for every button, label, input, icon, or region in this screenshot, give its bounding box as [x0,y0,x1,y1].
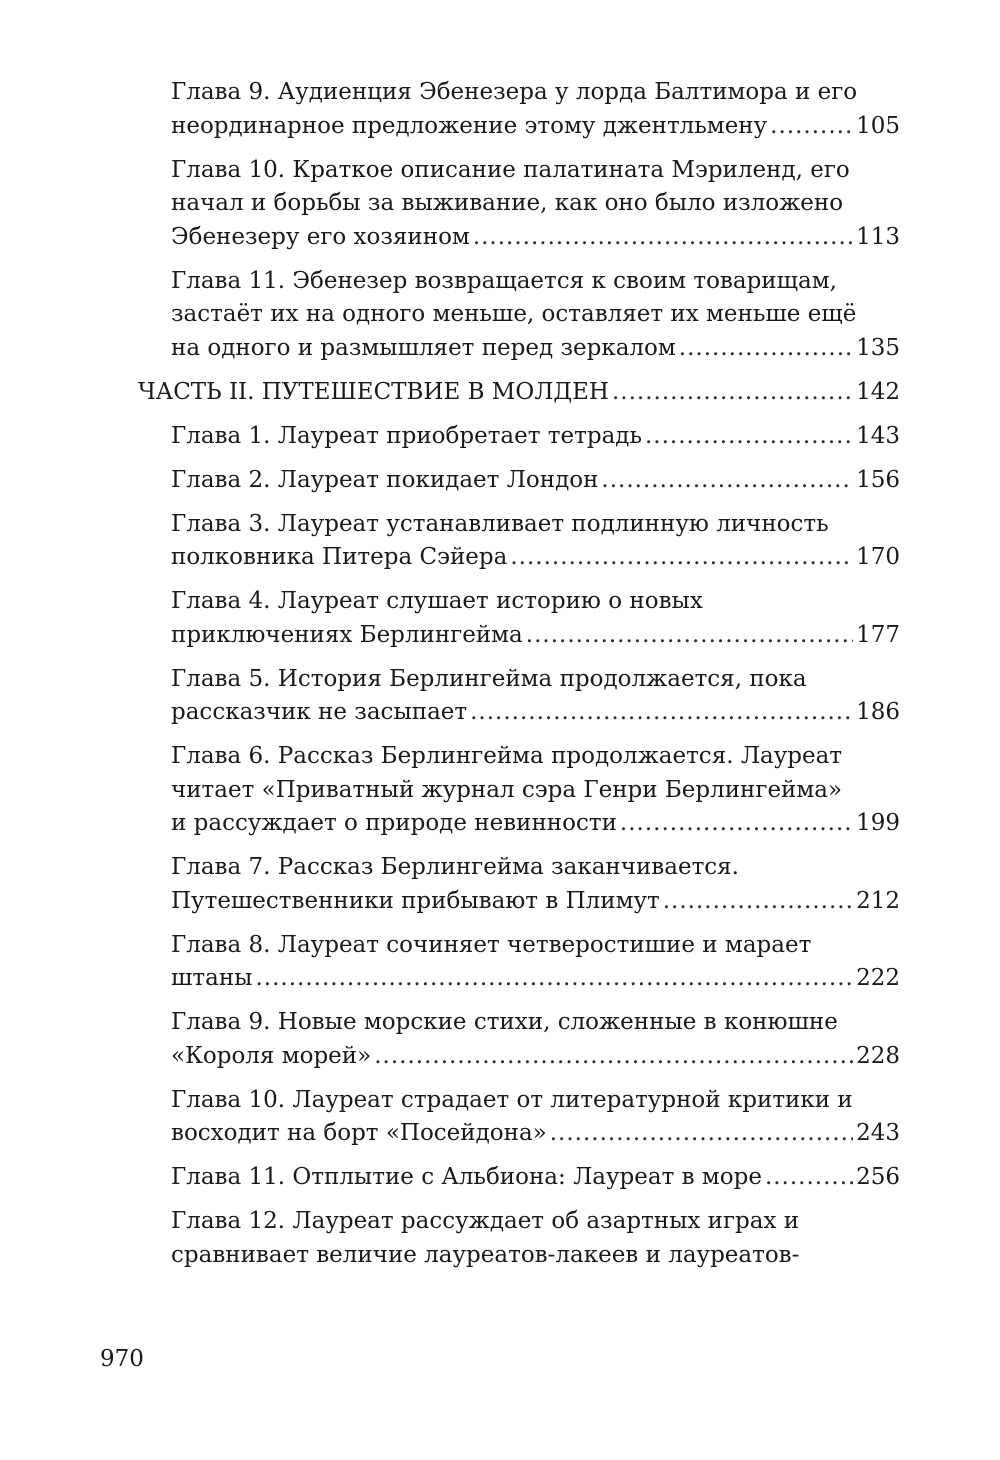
entry-title-line: Глава 12. Лауреат рассуждает об азартных играх и [171,1208,800,1234]
dot-leader [663,885,853,919]
entry-title-line: читает «Приватный журнал сэра Генри Берлингейма» [171,776,843,803]
entry-title-line: Глава 2. Лауреат покидает Лондон [171,466,599,493]
entry-last-line [171,420,900,454]
entry-last-line [171,807,900,841]
entry-title-line: Путешественники прибывают в Плимут [171,887,660,914]
entry-title-line: на одного и размышляет перед зеркалом [171,334,676,361]
entry-last-line [171,332,900,366]
entry-last-line [171,1117,900,1151]
dot-leader [645,420,853,454]
entry-page-number: 170 [856,544,900,570]
entry-title-line: Глава 11. Эбенезер возвращается к своим товарищам, [171,267,837,294]
dot-leader [255,962,853,996]
toc-chapter-entry [138,585,900,652]
entry-last-line [171,696,900,730]
entry-page-number: 105 [856,112,900,139]
entry-title-line: приключениях Берлингейма [171,621,523,648]
toc-chapter-entry [138,265,900,366]
entry-page-number: 143 [856,422,900,449]
entry-title-line: Глава 7. Рассказ Берлингейма заканчивается. [171,854,739,880]
dot-leader [470,696,853,730]
toc-chapter-entry [138,929,900,996]
entry-title-line: Эбенезеру его хозяином [171,223,470,250]
entry-title-line: Глава 8. Лауреат сочиняет четверостишие и марает [171,931,812,958]
entry-last-line [138,376,900,410]
entry-last-line [171,464,900,498]
entry-last-line [171,541,900,575]
entry-title-line: Глава 3. Лауреат устанавливает подлинную личность [171,510,829,537]
entry-title-line: ЧАСТЬ II. ПУТЕШЕСТВИЕ В МОЛДЕН [138,378,609,405]
toc-chapter-entry [138,740,900,841]
entry-title-line: Глава 1. Лауреат приобретает тетрадь [171,422,642,449]
toc-chapter-entry [138,1084,900,1151]
dot-leader [550,1117,853,1151]
entry-page-number: 256 [856,1164,900,1190]
dot-leader [526,619,853,653]
toc-chapter-entry [138,1205,900,1272]
entry-last-line [171,221,900,255]
toc-chapter-entry [138,1006,900,1073]
entry-title-line: Глава 4. Лауреат слушает историю о новых [171,588,703,614]
entry-last-line [171,619,900,653]
entry-page-number: 113 [856,223,900,250]
entry-title-line: сравнивает величие лауреатов-лакеев и лауреатов- [171,1241,800,1268]
dot-leader [679,332,853,366]
entry-title-line: «Короля морей» [171,1042,372,1069]
entry-page-number: 222 [856,965,900,991]
entry-title-line: и рассуждает о природе невинности [171,810,617,836]
table-of-contents [138,76,900,1283]
dot-leader [601,464,853,498]
entry-last-line [171,1040,900,1074]
entry-title-line: восходит на борт «Посейдона» [171,1120,547,1146]
entry-page-number: 142 [856,378,900,405]
toc-chapter-entry [138,508,900,575]
entry-title-line: Глава 6. Рассказ Берлингейма продолжается. Лауреат [171,743,843,769]
entry-title-line: полковника Питера Сэйера [171,544,508,570]
toc-chapter-entry [138,663,900,730]
entry-last-line [171,1239,900,1273]
entry-title-line: Глава 9. Новые морские стихи, сложенные в конюшне [171,1009,838,1035]
dot-leader [374,1040,853,1074]
toc-chapter-entry [138,851,900,918]
entry-page-number: 212 [856,887,900,914]
entry-page-number: 228 [856,1042,900,1069]
toc-chapter-entry [138,76,900,143]
entry-title-line: Глава 10. Лауреат страдает от литературной критики и [171,1086,853,1113]
entry-page-number: 156 [856,466,900,493]
entry-title-line: рассказчик не засыпает [171,699,468,725]
entry-title-line: Глава 9. Аудиенция Эбенезера у лорда Балтимора и его [171,79,858,105]
toc-chapter-entry [138,420,900,454]
entry-page-number: 186 [856,699,900,725]
dot-leader [612,376,853,410]
toc-part-entry [138,376,900,410]
entry-title-line: Глава 5. История Берлингейма продолжается, пока [171,665,807,692]
entry-page-number: 199 [856,810,900,836]
dot-leader [473,221,853,255]
entry-last-line [171,962,900,996]
entry-title-line: неординарное предложение этому джентльмену [171,112,768,139]
entry-last-line [171,110,900,144]
toc-chapter-entry [138,464,900,498]
entry-title-line: Глава 11. Отплытие с Альбиона: Лауреат в море [171,1164,762,1190]
entry-page-number: 177 [856,621,900,648]
entry-last-line [171,1161,900,1195]
toc-chapter-entry [138,154,900,255]
page-number: 970 [100,1346,144,1372]
dot-leader [620,807,853,841]
entry-page-number: 243 [856,1120,900,1146]
toc-chapter-entry [138,1161,900,1195]
entry-title-line: Глава 10. Краткое описание палатината Мэриленд, его [171,156,850,183]
dot-leader [770,110,853,144]
entry-title-line: начал и борьбы за выживание, как оно было изложено [171,190,844,216]
entry-title-line: штаны [171,965,253,991]
dot-leader [765,1161,853,1195]
entry-title-line: застаёт их на одного меньше, оставляет их меньше ещё [171,301,857,327]
dot-leader [510,541,853,575]
entry-page-number: 135 [856,334,900,361]
entry-last-line [171,885,900,919]
